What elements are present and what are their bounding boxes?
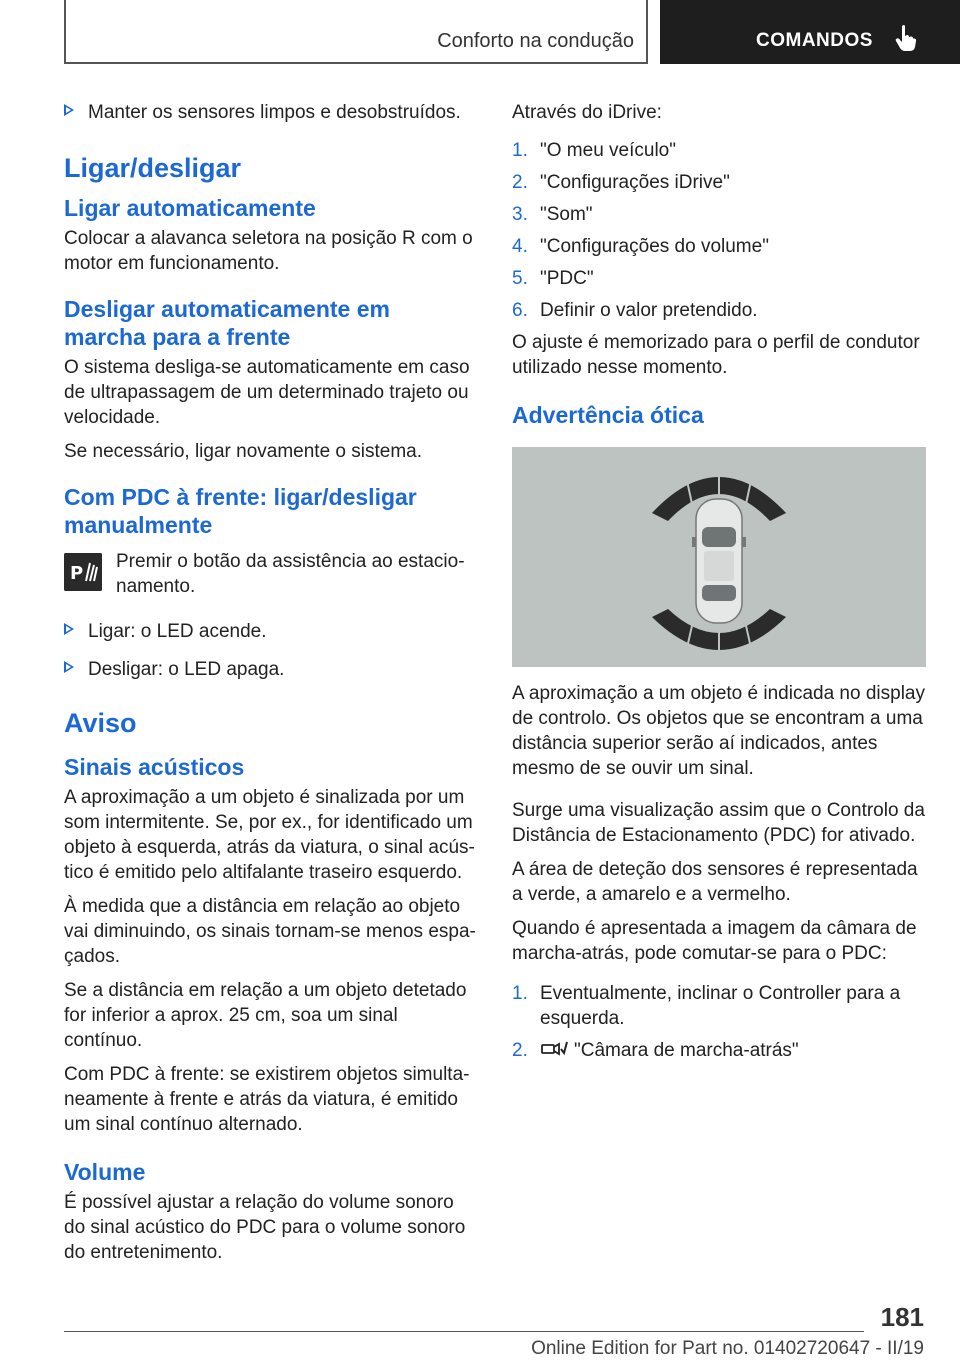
parking-assist-button-icon <box>64 553 102 591</box>
header-chapter-tab <box>660 0 960 64</box>
svg-text:P: P <box>70 563 84 584</box>
paragraph: Se necessário, ligar novamente o sistema. <box>64 441 423 462</box>
list-item: 5. "PDC" <box>512 268 594 289</box>
heading-warning: Aviso <box>64 708 137 738</box>
paragraph: Se a distância em relação a um objeto detetado for inferior a aprox. 25 cm, soa um sinal contínuo. <box>64 980 467 1051</box>
list-item: 2. "Configurações iDrive" <box>512 172 730 193</box>
paragraph: O sistema desliga-se automaticamente em caso de ultrapassagem de um determinado trajeto ou velocidade. <box>64 357 470 428</box>
paragraph: A aproximação a um objeto é indicada no display de controlo. Os objetos que se encontram a uma distância superior serão aí indicados, antes mesmo de se ouvir um sinal. <box>512 683 925 779</box>
page-number: 181 <box>880 1302 924 1332</box>
paragraph: Premir o botão da assistência ao estacionamento. <box>116 551 465 597</box>
idrive-steps-list <box>512 138 926 323</box>
heading-optical: Advertência ótica <box>512 402 704 428</box>
heading-auto-on: Ligar automaticamente <box>64 195 316 221</box>
list-item: 1. "O meu veículo" <box>512 140 676 161</box>
camera-steps-list <box>512 981 926 1063</box>
list-item: 6. Definir o valor pretendido. <box>512 300 758 321</box>
list-item: 1. Eventualmente, inclinar o Controller para a esquerda. <box>512 983 901 1029</box>
list-item: Ligar: o LED acende. <box>64 619 478 644</box>
triangle-bullet-icon <box>64 104 74 116</box>
paragraph: A área de deteção dos sensores é representada a verde, a amarelo e a vermelho. <box>512 859 918 905</box>
heading-manual: Com PDC à frente: ligar/desligar manualmente <box>64 484 417 538</box>
list-item: 4. "Configurações do volume" <box>512 236 769 257</box>
paragraph: Com PDC à frente: se existirem objetos simultaneamente à frente e atrás da viatura, é emitido um sinal contínuo alternado. <box>64 1064 470 1135</box>
header-section-title: Conforto na condução <box>437 30 634 52</box>
triangle-bullet-icon <box>64 623 74 635</box>
paragraph: É possível ajustar a relação do volume sonoro do sinal acústico do PDC para o volume sonoro do entretenimento. <box>64 1192 466 1263</box>
list-item: 2. "Câmara de marcha-atrás" <box>512 1040 799 1061</box>
header-chapter-title: COMANDOS <box>756 30 873 51</box>
list-item: Manter os sensores limpos e desobstruídos. <box>64 100 478 125</box>
paragraph: O ajuste é memorizado para o perfil de condutor utilizado nesse momento. <box>512 332 920 378</box>
paragraph: Através do iDrive: <box>512 102 662 123</box>
rear-camera-icon <box>540 1039 568 1059</box>
list-item: Desligar: o LED apaga. <box>64 657 478 682</box>
pdc-car-sensor-graphic <box>512 447 926 667</box>
footer-divider <box>64 1331 864 1332</box>
header-section-tab <box>64 0 648 64</box>
footer-edition: Online Edition for Part no. 01402720647 - II/19 <box>531 1338 924 1359</box>
heading-acoustic: Sinais acústicos <box>64 754 245 780</box>
paragraph: Surge uma visualização assim que o Controlo da Distância de Estacionamento (PDC) for ativado. <box>512 800 925 846</box>
paragraph: Quando é apresentada a imagem da câmara de marcha-atrás, pode comutar-se para o PDC: <box>512 918 917 964</box>
paragraph: A aproximação a um objeto é sinalizada por um som intermitente. Se, por ex., for identificado um objeto à esquerda, atrás da viatura, o sinal acústico é emitido pelo altifalante traseiro esquerdo. <box>64 787 475 883</box>
list-item: 3. "Som" <box>512 204 593 225</box>
heading-auto-off: Desligar automaticamente em marcha para a frente <box>64 296 390 350</box>
heading-on-off: Ligar/desligar <box>64 153 242 183</box>
pointing-hand-icon <box>894 24 918 52</box>
triangle-bullet-icon <box>64 661 74 673</box>
pdc-display-illustration <box>512 447 926 667</box>
paragraph: Colocar a alavanca seletora na posição R com o motor em funcionamento. <box>64 228 473 274</box>
left-column <box>64 100 478 1274</box>
button-instruction <box>64 549 478 599</box>
heading-volume: Volume <box>64 1159 146 1185</box>
right-column <box>512 100 926 1070</box>
paragraph: À medida que a distância em relação ao objeto vai diminuindo, os sinais tornam-se menos espaçados. <box>64 896 476 967</box>
